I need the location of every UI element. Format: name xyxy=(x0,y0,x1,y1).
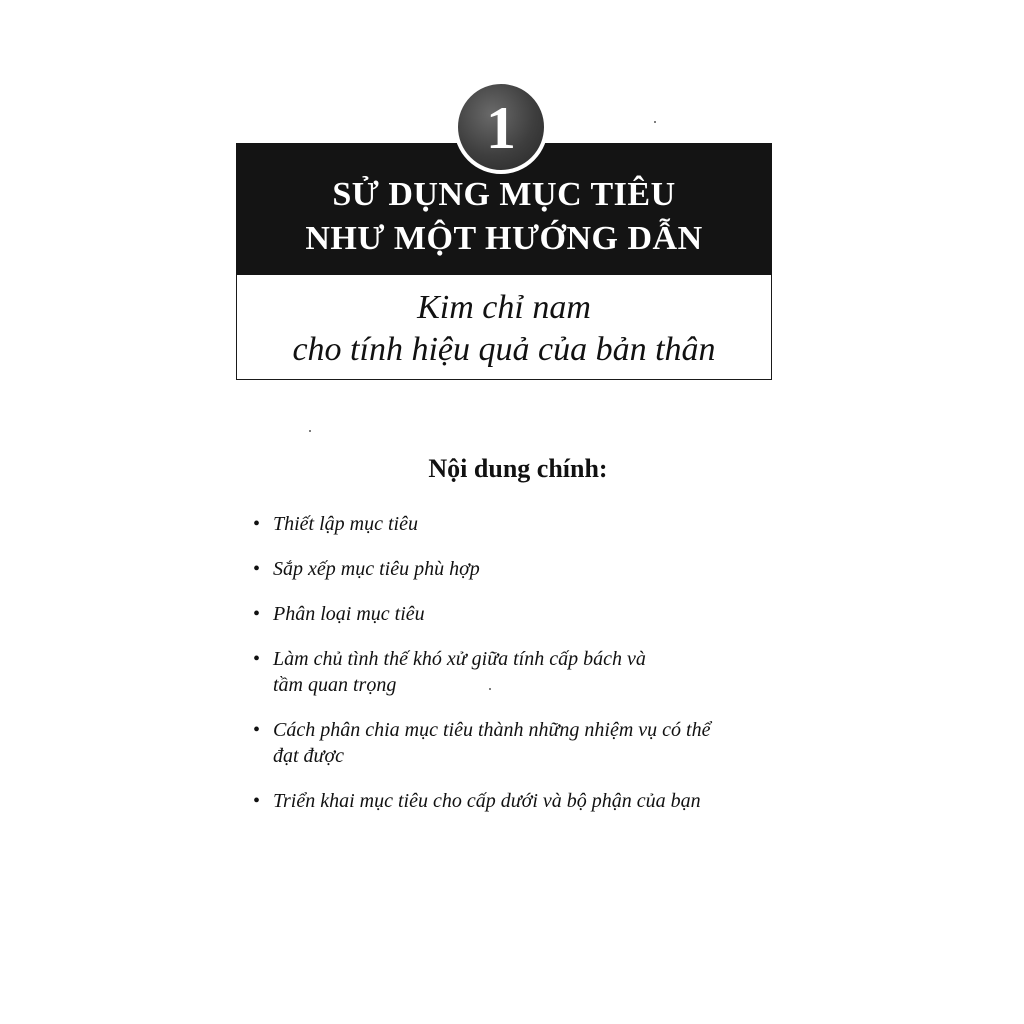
bullet-icon: • xyxy=(253,719,261,741)
scan-speck xyxy=(309,430,311,432)
chapter-title-line-1: SỬ DỤNG MỤC TIÊU xyxy=(332,176,676,213)
contents-item xyxy=(253,511,793,537)
contents-item xyxy=(253,646,793,698)
contents-item-text: Thiết lập mục tiêu xyxy=(273,513,418,535)
contents-item-text: Triển khai mục tiêu cho cấp dưới và bộ phận của bạn xyxy=(273,790,701,812)
bullet-icon: • xyxy=(253,513,261,535)
chapter-subtitle-box xyxy=(236,275,772,380)
contents-heading: Nội dung chính: xyxy=(428,454,608,483)
contents-item-text: Phân loại mục tiêu xyxy=(273,603,425,625)
contents-item xyxy=(253,788,793,814)
contents-item-text-line-2: đạt được xyxy=(273,745,345,767)
contents-item xyxy=(253,601,793,627)
contents-item-text: Sắp xếp mục tiêu phù hợp xyxy=(273,558,480,580)
contents-item-text-line-2: tầm quan trọng xyxy=(273,674,397,696)
contents-item xyxy=(253,717,793,769)
bullet-icon: • xyxy=(253,558,261,580)
chapter-number: 1 xyxy=(486,95,516,161)
bullet-icon: • xyxy=(253,648,261,670)
chapter-subtitle-line-1: Kim chỉ nam xyxy=(417,289,591,326)
contents-item-text-line-1: Cách phân chia mục tiêu thành những nhiệm vụ có thể xyxy=(273,719,711,741)
chapter-number-circle xyxy=(454,80,548,174)
bullet-icon: • xyxy=(253,790,261,812)
scan-speck xyxy=(489,688,491,690)
contents-list xyxy=(253,511,793,833)
contents-item xyxy=(253,556,793,582)
scan-speck xyxy=(654,121,656,123)
contents-item-text-line-1: Làm chủ tình thế khó xử giữa tính cấp bách và xyxy=(273,648,646,670)
bullet-icon: • xyxy=(253,603,261,625)
chapter-title-line-2: NHƯ MỘT HƯỚNG DẪN xyxy=(305,220,703,257)
chapter-subtitle-line-2: cho tính hiệu quả của bản thân xyxy=(292,331,716,368)
